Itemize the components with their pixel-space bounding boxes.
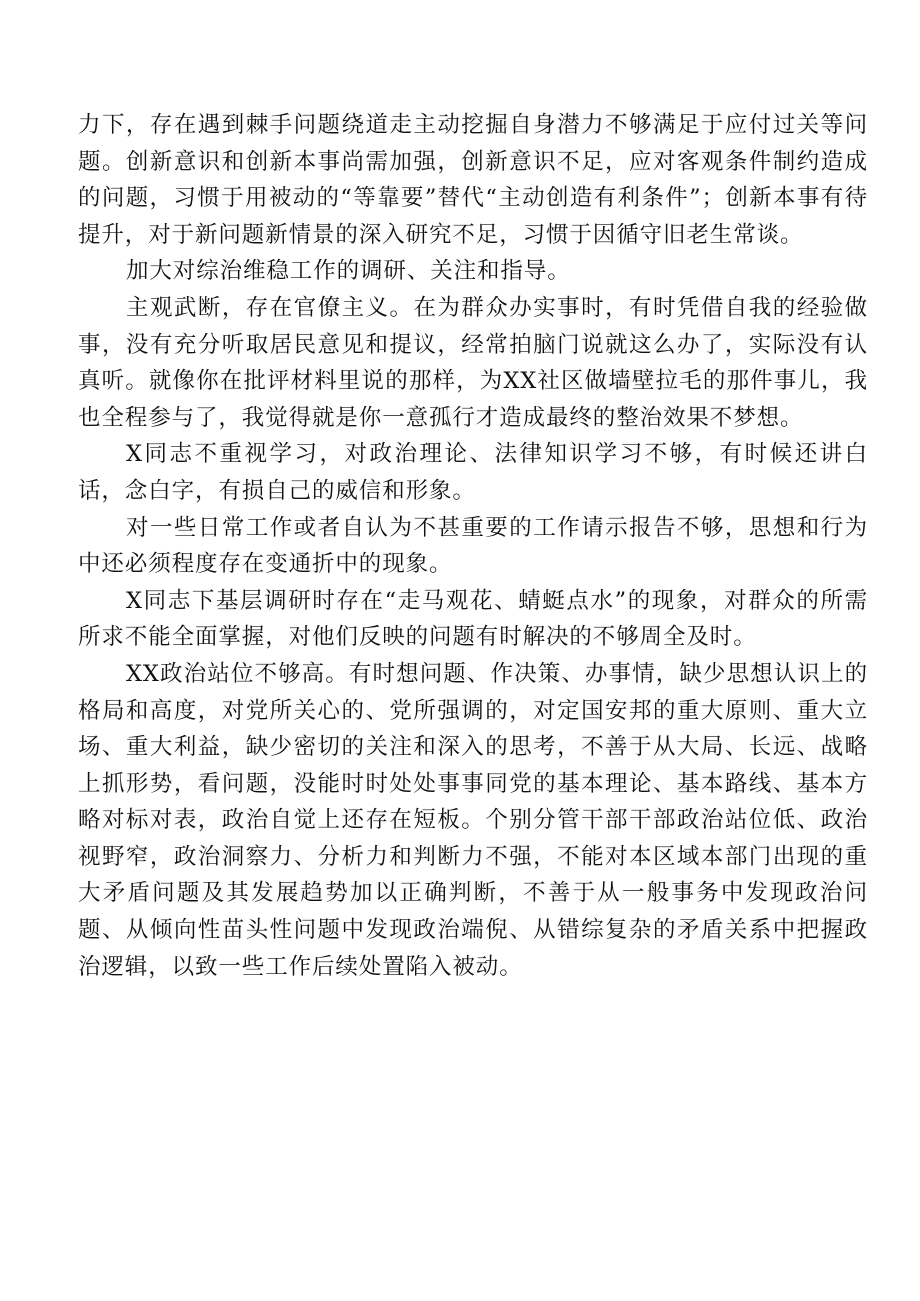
document-body [78, 107, 868, 985]
paragraph-7: XX政治站位不够高。有时想问题、作决策、办事情，缺少思想认识上的格局和高度，对党所关心的、党所强调的，对定国安邦的重大原则、重大立场、重大利益，缺少密切的关注和深入的思考，不善于从大局、长远、战略上抓形势，看问题，没能时时处处事事同党的基本理论、基本路线、基本方略对标对表，政治自觉上还存在短板。个别分管干部干部政治站位低、政治视野窄，政治洞察力、分析力和判断力不强，不能对本区域本部门出现的重大矛盾问题及其发展趋势加以正确判断，不善于从一般事务中发现政治问题、从倾向性苗头性问题中发现政治端倪、从错综复杂的矛盾关系中把握政治逻辑，以致一些工作后续处置陷入被动。 [78, 660, 868, 980]
paragraph-6: X同志下基层调研时存在“走马观花、蜻蜓点水”的现象，对群众的所需所求不能全面掌握，对他们反映的问题有时解决的不够周全及时。 [78, 587, 868, 651]
paragraph-1: 力下，存在遇到棘手问题绕道走主动挖掘自身潜力不够满足于应付过关等问题。创新意识和创新本事尚需加强，创新意识不足，应对客观条件制约造成的问题，习惯于用被动的“等靠要”替代“主动创造有利条件”；创新本事有待提升，对于新问题新情景的深入研究不足，习惯于因循守旧老生常谈。 [78, 112, 868, 248]
paragraph-2: 加大对综治维稳工作的调研、关注和指导。 [126, 258, 571, 285]
paragraph-4: X同志不重视学习，对政治理论、法律知识学习不够，有时候还讲白话，念白字，有损自己的威信和形象。 [78, 441, 868, 504]
paragraph-3: 主观武断，存在官僚主义。在为群众办实事时，有时凭借自我的经验做事，没有充分听取居民意见和提议，经常拍脑门说就这么办了，实际没有认真听。就像你在批评材料里说的那样，为XX社区做墙壁拉毛的那件事儿，我也全程参与了，我觉得就是你一意孤行才造成最终的整治效果不梦想。 [78, 294, 868, 431]
paragraph-5: 对一些日常工作或者自认为不甚重要的工作请示报告不够，思想和行为中还必须程度存在变通折中的现象。 [78, 514, 868, 578]
